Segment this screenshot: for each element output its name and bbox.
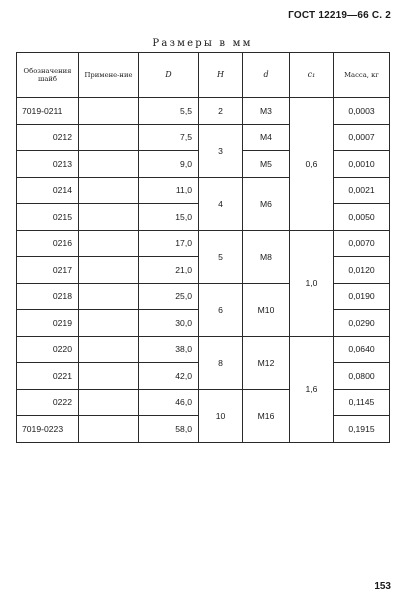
application-cell <box>79 363 139 390</box>
designation-cell: 7019-0223 <box>17 416 79 443</box>
H-cell: 3 <box>199 124 243 177</box>
table-row <box>17 283 390 310</box>
mass-cell: 0,0007 <box>334 124 390 151</box>
D-cell: 46,0 <box>139 389 199 416</box>
mass-cell: 0,1915 <box>334 416 390 443</box>
designation-cell: 0222 <box>17 389 79 416</box>
d-cell: М12 <box>243 336 290 389</box>
D-cell: 9,0 <box>139 151 199 178</box>
application-cell <box>79 204 139 231</box>
D-cell: 15,0 <box>139 204 199 231</box>
mass-cell: 0,0190 <box>334 283 390 310</box>
d-cell: М8 <box>243 230 290 283</box>
H-cell: 8 <box>199 336 243 389</box>
designation-cell: 0215 <box>17 204 79 231</box>
application-cell <box>79 257 139 284</box>
table-row <box>17 177 390 204</box>
application-cell <box>79 151 139 178</box>
mass-cell: 0,0120 <box>334 257 390 284</box>
table-row <box>17 124 390 151</box>
mass-cell: 0,0070 <box>334 230 390 257</box>
header-H: H <box>199 53 243 98</box>
H-cell: 6 <box>199 283 243 336</box>
dimensions-table <box>16 52 390 443</box>
table-caption: Размеры в мм <box>152 38 253 49</box>
d-cell: М6 <box>243 177 290 230</box>
mass-cell: 0,0800 <box>334 363 390 390</box>
designation-cell: 0216 <box>17 230 79 257</box>
header-c1: c₁ <box>290 53 334 98</box>
header-d: d <box>243 53 290 98</box>
application-cell <box>79 416 139 443</box>
mass-cell: 0,0003 <box>334 98 390 125</box>
mass-cell: 0,0050 <box>334 204 390 231</box>
c1-cell: 1,6 <box>290 336 334 442</box>
H-cell: 4 <box>199 177 243 230</box>
header-designation: Обозначения шайб <box>17 53 79 98</box>
application-cell <box>79 230 139 257</box>
d-cell: М4 <box>243 124 290 151</box>
document-header: ГОСТ 12219—66 С. 2 <box>288 10 391 21</box>
H-cell: 10 <box>199 389 243 442</box>
designation-cell: 7019-0211 <box>17 98 79 125</box>
D-cell: 30,0 <box>139 310 199 337</box>
D-cell: 42,0 <box>139 363 199 390</box>
application-cell <box>79 310 139 337</box>
application-cell <box>79 283 139 310</box>
d-cell: М3 <box>243 98 290 125</box>
application-cell <box>79 98 139 125</box>
mass-cell: 0,0010 <box>334 151 390 178</box>
application-cell <box>79 389 139 416</box>
c1-cell: 0,6 <box>290 98 334 231</box>
table-header-row <box>17 53 390 98</box>
D-cell: 21,0 <box>139 257 199 284</box>
table-row <box>17 230 390 257</box>
designation-cell: 0214 <box>17 177 79 204</box>
d-cell: М5 <box>243 151 290 178</box>
D-cell: 11,0 <box>139 177 199 204</box>
D-cell: 7,5 <box>139 124 199 151</box>
mass-cell: 0,0640 <box>334 336 390 363</box>
designation-cell: 0220 <box>17 336 79 363</box>
d-cell: М16 <box>243 389 290 442</box>
mass-cell: 0,0021 <box>334 177 390 204</box>
D-cell: 17,0 <box>139 230 199 257</box>
designation-cell: 0219 <box>17 310 79 337</box>
mass-cell: 0,0290 <box>334 310 390 337</box>
page-number: 153 <box>374 581 391 592</box>
table-row <box>17 389 390 416</box>
designation-cell: 0213 <box>17 151 79 178</box>
D-cell: 38,0 <box>139 336 199 363</box>
c1-cell: 1,0 <box>290 230 334 336</box>
header-mass: Масса, кг <box>334 53 390 98</box>
designation-cell: 0218 <box>17 283 79 310</box>
designation-cell: 0217 <box>17 257 79 284</box>
application-cell <box>79 124 139 151</box>
header-D: D <box>139 53 199 98</box>
H-cell: 5 <box>199 230 243 283</box>
d-cell: М10 <box>243 283 290 336</box>
D-cell: 5,5 <box>139 98 199 125</box>
designation-cell: 0221 <box>17 363 79 390</box>
application-cell <box>79 177 139 204</box>
application-cell <box>79 336 139 363</box>
table-row <box>17 336 390 363</box>
mass-cell: 0,1145 <box>334 389 390 416</box>
D-cell: 25,0 <box>139 283 199 310</box>
designation-cell: 0212 <box>17 124 79 151</box>
D-cell: 58,0 <box>139 416 199 443</box>
table-row <box>17 98 390 125</box>
H-cell: 2 <box>199 98 243 125</box>
header-application: Примене-ние <box>79 53 139 98</box>
